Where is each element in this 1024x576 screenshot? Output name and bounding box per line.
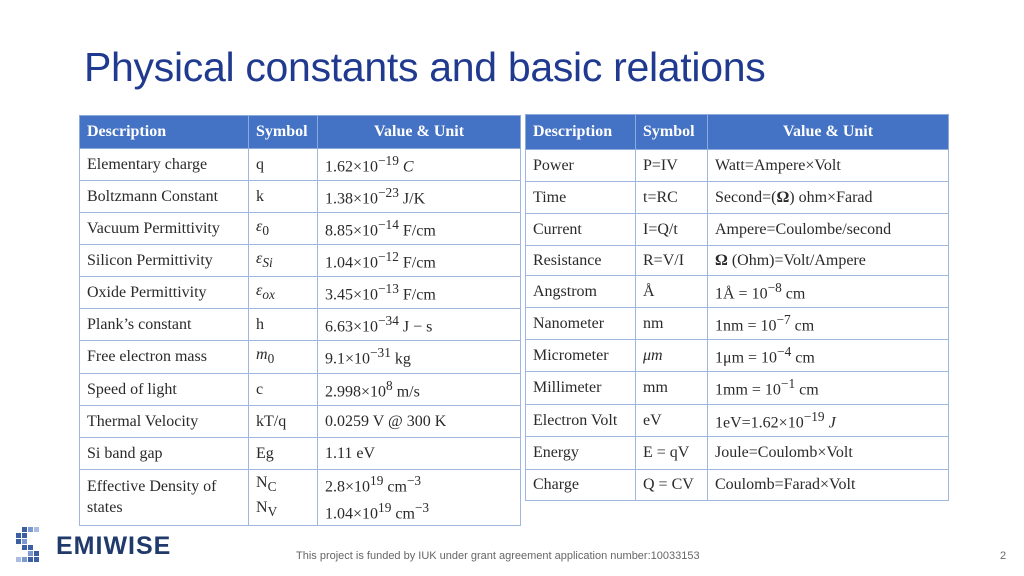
header-description: Description <box>526 115 636 150</box>
desc-cell: Electron Volt <box>526 405 636 437</box>
symbol-cell: $\varepsilon_0$ <box>249 213 318 245</box>
value-cell: Ω (Ohm)=Volt/Ampere <box>708 246 949 276</box>
header-description: Description <box>80 116 249 149</box>
table-row <box>526 214 949 246</box>
value-cell: Joule=Coulomb×Volt <box>708 437 949 470</box>
table-row <box>526 437 949 470</box>
symbol-cell: Å <box>636 276 708 308</box>
value-cell: 1.11 eV <box>318 438 521 470</box>
desc-cell: Effective Density of states <box>80 470 249 526</box>
table-row <box>526 340 949 372</box>
table-row <box>80 438 521 470</box>
symbol-cell: $N_C$ $N_V$ <box>249 470 318 526</box>
table-row <box>526 182 949 214</box>
logo-mark-icon <box>12 525 46 567</box>
table-row <box>526 276 949 308</box>
value-cell: $1nm = 10^{-7}$ cm <box>708 308 949 340</box>
desc-cell: Silicon Permittivity <box>80 245 249 277</box>
desc-cell: Thermal Velocity <box>80 406 249 438</box>
desc-cell: Time <box>526 182 636 214</box>
logo-text: EMIWISE <box>56 532 172 560</box>
value-cell: $3.45\times 10^{-13}$ F/cm <box>318 277 521 309</box>
desc-cell: Micrometer <box>526 340 636 372</box>
table-header-row <box>526 115 949 150</box>
table-row <box>526 150 949 182</box>
desc-cell: Angstrom <box>526 276 636 308</box>
symbol-cell: nm <box>636 308 708 340</box>
desc-cell: Elementary charge <box>80 149 249 181</box>
desc-cell: Speed of light <box>80 374 249 406</box>
symbol-cell: Eg <box>249 438 318 470</box>
value-cell: $2.998\times 10^8$ m/s <box>318 374 521 406</box>
value-cell: $1mm = 10^{-1}$ cm <box>708 372 949 405</box>
relations-table <box>525 114 949 501</box>
value-cell: $1.04\times 10^{-12}$ F/cm <box>318 245 521 277</box>
desc-cell: Boltzmann Constant <box>80 181 249 213</box>
value-cell: $9.1\times 10^{-31}$ kg <box>318 341 521 374</box>
symbol-cell: eV <box>636 405 708 437</box>
desc-cell: Nanometer <box>526 308 636 340</box>
symbol-cell: c <box>249 374 318 406</box>
page-number: 2 <box>1000 550 1007 562</box>
desc-cell: Si band gap <box>80 438 249 470</box>
table-row <box>80 245 521 277</box>
symbol-cell: kT/q <box>249 406 318 438</box>
desc-cell: Vacuum Permittivity <box>80 213 249 245</box>
symbol-cell: k <box>249 181 318 213</box>
value-cell: $1.38\times 10^{-23}$ J/K <box>318 181 521 213</box>
symbol-cell: μm <box>636 340 708 372</box>
value-cell: Second=(Ω) ohm×Farad <box>708 182 949 214</box>
desc-cell: Power <box>526 150 636 182</box>
symbol-cell: E = qV <box>636 437 708 470</box>
header-symbol: Symbol <box>636 115 708 150</box>
value-cell: Coulomb=Farad×Volt <box>708 470 949 501</box>
table-row <box>80 149 521 181</box>
header-value-unit: Value & Unit <box>318 116 521 149</box>
symbol-cell: $m_0$ <box>249 341 318 374</box>
value-cell: 0.0259 V @ 300 K <box>318 406 521 438</box>
desc-cell: Millimeter <box>526 372 636 405</box>
table-row <box>80 213 521 245</box>
table-row <box>80 374 521 406</box>
desc-cell: Resistance <box>526 246 636 276</box>
value-cell: 1Å = $10^{-8}$ cm <box>708 276 949 308</box>
desc-cell: Energy <box>526 437 636 470</box>
table-row <box>80 277 521 309</box>
symbol-cell: mm <box>636 372 708 405</box>
desc-cell: Plank’s constant <box>80 309 249 341</box>
value-cell: Ampere=Coulombe/second <box>708 214 949 246</box>
table-row <box>526 372 949 405</box>
symbol-cell: $\varepsilon_{Si}$ <box>249 245 318 277</box>
table-row <box>80 309 521 341</box>
header-symbol: Symbol <box>249 116 318 149</box>
table-row <box>80 181 521 213</box>
table-row <box>526 405 949 437</box>
symbol-cell: I=Q/t <box>636 214 708 246</box>
value-cell: $1\mu m = 10^{-4}$ cm <box>708 340 949 372</box>
symbol-cell: q <box>249 149 318 181</box>
semiwise-logo <box>12 525 172 567</box>
value-cell: $1.62\times 10^{-19}$ C <box>318 149 521 181</box>
value-cell: $6.63\times 10^{-34}$ J − s <box>318 309 521 341</box>
footer-note: This project is funded by IUK under grant agreement application number:10033153 <box>296 550 700 562</box>
table-row <box>80 406 521 438</box>
table-header-row <box>80 116 521 149</box>
symbol-cell: Q = CV <box>636 470 708 501</box>
page-title: Physical constants and basic relations <box>84 44 766 90</box>
value-cell: $1eV=1.62\times 10^{-19}$ J <box>708 405 949 437</box>
symbol-cell: h <box>249 309 318 341</box>
table-row <box>80 341 521 374</box>
symbol-cell: $\varepsilon_{ox}$ <box>249 277 318 309</box>
desc-cell: Free electron mass <box>80 341 249 374</box>
desc-cell: Oxide Permittivity <box>80 277 249 309</box>
table-row <box>526 246 949 276</box>
value-cell: Watt=Ampere×Volt <box>708 150 949 182</box>
value-cell: $2.8\times 10^{19}$ $cm^{-3}$ $1.04\times 10^{19}$ $cm^{-3}$ <box>318 470 521 526</box>
header-value-unit: Value & Unit <box>708 115 949 150</box>
table-row <box>526 308 949 340</box>
desc-cell: Charge <box>526 470 636 501</box>
desc-cell: Current <box>526 214 636 246</box>
constants-table <box>79 115 521 526</box>
symbol-cell: R=V/I <box>636 246 708 276</box>
symbol-cell: t=RC <box>636 182 708 214</box>
table-row <box>526 470 949 501</box>
value-cell: $8.85\times 10^{-14}$ F/cm <box>318 213 521 245</box>
symbol-cell: P=IV <box>636 150 708 182</box>
table-row <box>80 470 521 526</box>
